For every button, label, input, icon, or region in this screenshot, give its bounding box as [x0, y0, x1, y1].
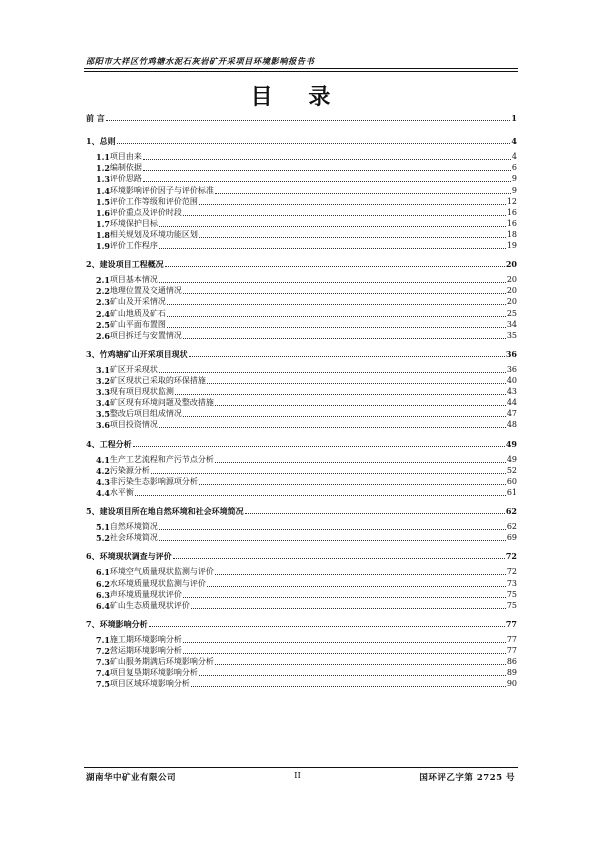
toc-entry-page: 77 [505, 618, 517, 629]
toc-entry-page: 75 [506, 600, 517, 610]
toc-entry-number: 3.5 [96, 409, 110, 420]
toc-dot-leader [159, 248, 506, 249]
toc-entry-label: 4、工程分析 [86, 438, 132, 449]
toc-entry-page: 77 [506, 634, 517, 644]
toc-entry-number: 6.2 [96, 578, 110, 589]
toc-entry-label: 自然环境简况 [109, 522, 158, 532]
toc-entry-label: 环境影响评价因子与评价标准 [109, 185, 214, 195]
toc-entry-number: 2.2 [96, 286, 110, 297]
toc-dot-leader [215, 664, 506, 665]
toc-entry-number: 2.5 [96, 319, 110, 330]
toc-entry-label: 矿区现有环境问题及整改措施 [109, 398, 214, 408]
toc-entry-label: 声环境质量现状评价 [109, 589, 182, 599]
toc-entry-number: 3.4 [96, 398, 110, 409]
toc-entry-label: 3、竹鸡塘矿山开采项目现状 [86, 348, 188, 359]
toc-dot-leader [189, 356, 505, 357]
toc-entry-page: 20 [506, 297, 517, 307]
toc-entry-label: 相关规划及环境功能区划 [109, 229, 198, 239]
toc-entry-page: 1 [511, 113, 517, 123]
toc-entry-page: 4 [511, 152, 517, 162]
toc-entry-number: 1.2 [96, 163, 110, 174]
toc-entry-label: 社会环境简况 [109, 533, 158, 543]
toc-dot-leader [199, 675, 506, 676]
toc-dot-leader [199, 484, 506, 485]
toc-entry-number: 1.8 [96, 229, 110, 240]
toc-entry-label: 矿山平面布置图 [109, 319, 166, 329]
toc-dot-leader [173, 558, 505, 559]
toc-entry-page: 18 [506, 229, 517, 239]
toc-entry-page: 12 [506, 196, 517, 206]
toc-entry-page: 62 [506, 522, 517, 532]
toc-dot-leader [133, 446, 505, 447]
toc-dot-leader [183, 293, 506, 294]
toc-entry-page: 69 [506, 533, 517, 543]
toc-entry-page: 16 [506, 218, 517, 228]
toc-dot-leader [135, 495, 506, 496]
toc-entry-label: 非污染生态影响源项分析 [109, 476, 198, 486]
toc-entry-page: 62 [505, 506, 517, 516]
toc-entry-page: 20 [505, 259, 517, 270]
toc-entry-page: 77 [506, 646, 517, 655]
toc-entry-label: 地理位置及交通情况 [109, 286, 182, 296]
toc-entry-number: 6.3 [96, 589, 110, 600]
toc-entry-page: 49 [506, 454, 517, 464]
toc-entry-label: 评价工作程序 [109, 241, 158, 250]
toc-entry-label: 矿山及开采情况 [109, 297, 166, 307]
toc-entry-number: 1.9 [96, 241, 110, 251]
toc-entry-page: 49 [505, 438, 517, 449]
toc-entry-label: 水平衡 [109, 487, 134, 497]
header-rule-thin [84, 71, 518, 72]
toc-dot-leader [183, 338, 506, 339]
toc-entry-label: 项目复垦期环境影响分析 [109, 668, 198, 678]
toc-entry-label: 评价重点及评价时段 [109, 207, 182, 217]
toc-dot-leader [215, 193, 511, 194]
toc-entry-page: 89 [506, 668, 517, 678]
toc-entry-number: 3.1 [96, 364, 110, 375]
toc-dot-leader [175, 394, 506, 395]
toc-entry-page: 47 [506, 409, 517, 419]
toc-entry-label: 环境空气质量现状监测与评价 [109, 567, 214, 577]
toc-entry-page: 60 [506, 476, 517, 486]
toc-entry-label: 评价思路 [109, 174, 142, 184]
toc-entry-label: 矿山生态质量现状评价 [109, 600, 190, 610]
toc-dot-leader [159, 427, 506, 428]
toc-dot-leader [159, 226, 506, 227]
toc-entry-page: 73 [506, 578, 517, 588]
toc-entry-number: 2.6 [96, 330, 110, 341]
toc-entry-number: 7.3 [96, 657, 110, 668]
toc-entry-number: 2.1 [96, 275, 110, 286]
toc-section-entry[interactable] [96, 531, 517, 543]
toc-chapter-entry[interactable] [86, 549, 517, 561]
toc-entry-page: 36 [506, 364, 517, 374]
toc-entry-number: 7.1 [96, 634, 110, 645]
toc-dot-leader [183, 653, 506, 654]
toc-entry-label: 生产工艺流程和产污节点分析 [109, 454, 214, 464]
toc-entry-label: 矿山服务期满后环境影响分析 [109, 657, 214, 667]
toc-entry-label: 污染源分析 [109, 465, 150, 475]
toc-entry-page: 16 [506, 207, 517, 217]
toc-entry-label: 编制依据 [109, 163, 142, 173]
toc-dot-leader [215, 574, 506, 575]
toc-entry-label: 评价工作等级和评价范围 [109, 196, 198, 206]
footer-certificate: 国环评乙字第 2725 号 [419, 773, 515, 783]
page-header-title: 邵阳市大祥区竹鸡塘水泥石灰岩矿开采项目环境影响报告书 [86, 56, 315, 66]
toc-chapter-entry[interactable] [86, 347, 517, 359]
toc-dot-leader [183, 416, 506, 417]
toc-entry-number: 1.5 [96, 196, 110, 207]
toc-entry-label: 营运期环境影响分析 [109, 646, 182, 655]
page-title: 目 录 [250, 85, 345, 110]
toc-dot-leader [159, 372, 506, 373]
toc-entry-label: 环境保护目标 [109, 218, 158, 228]
toc-dot-leader [165, 266, 505, 267]
toc-section-entry[interactable] [96, 599, 517, 611]
toc-entry-label: 前 言 [86, 113, 105, 123]
toc-entry-page: 20 [506, 286, 517, 296]
toc-chapter-entry[interactable] [86, 111, 517, 123]
toc-entry-number: 1.6 [96, 207, 110, 218]
toc-dot-leader [106, 120, 511, 121]
toc-section-entry[interactable] [96, 677, 517, 689]
toc-entry-page: 6 [511, 163, 517, 173]
toc-dot-leader [167, 327, 506, 328]
toc-dot-leader [183, 597, 506, 598]
toc-entry-label: 2、建设项目工程概况 [86, 259, 164, 270]
toc-entry-number: 5.2 [96, 533, 110, 544]
toc-dot-leader [159, 529, 506, 530]
toc-entry-number: 6.1 [96, 567, 110, 578]
toc-entry-number: 3.3 [96, 387, 110, 398]
toc-entry-number: 4.4 [96, 487, 110, 498]
toc-entry-label: 项目基本情况 [109, 275, 158, 285]
toc-entry-label: 矿山地质及矿石 [109, 308, 166, 318]
toc-entry-page: 43 [506, 387, 517, 397]
toc-dot-leader [183, 215, 506, 216]
toc-dot-leader [159, 282, 506, 283]
toc-section-entry[interactable] [96, 329, 517, 341]
toc-section-entry[interactable] [96, 486, 517, 498]
toc-entry-page: 72 [506, 567, 517, 577]
toc-dot-leader [191, 608, 506, 609]
toc-chapter-entry[interactable] [86, 134, 517, 146]
toc-entry-page: 36 [505, 348, 517, 359]
toc-chapter-entry[interactable] [86, 504, 517, 516]
toc-entry-label: 项目区域环境影响分析 [109, 679, 190, 689]
toc-entry-label: 6、环境现状调查与评价 [86, 551, 172, 562]
toc-entry-number: 4.3 [96, 476, 110, 487]
toc-chapter-entry[interactable] [86, 437, 517, 449]
toc-chapter-entry[interactable] [86, 617, 517, 629]
toc-entry-number: 6.4 [96, 600, 110, 611]
toc-dot-leader [143, 181, 511, 182]
footer-company: 湖南华中矿业有限公司 [86, 773, 177, 783]
toc-entry-label: 矿区现状已采取的环保措施 [109, 376, 206, 385]
toc-entry-label: 现有项目现状监测 [109, 387, 174, 397]
toc-dot-leader [207, 586, 506, 587]
toc-dot-leader [191, 686, 506, 687]
toc-dot-leader [159, 540, 506, 541]
toc-entry-label: 矿区开采现状 [109, 364, 158, 374]
toc-entry-number: 7.2 [96, 646, 110, 656]
toc-dot-leader [183, 642, 506, 643]
toc-entry-page: 25 [506, 308, 517, 318]
toc-entry-page: 34 [506, 319, 517, 329]
toc-dot-leader [149, 626, 505, 627]
toc-chapter-entry[interactable] [86, 257, 517, 269]
toc-dot-leader [167, 304, 506, 305]
toc-entry-label: 项目投资情况 [109, 420, 158, 430]
toc-entry-page: 9 [511, 185, 517, 195]
toc-dot-leader [117, 143, 511, 144]
toc-entry-label: 施工期环境影响分析 [109, 634, 182, 644]
toc-entry-page: 72 [505, 551, 517, 562]
toc-entry-page: 75 [506, 589, 517, 599]
toc-entry-page: 86 [506, 657, 517, 667]
toc-entry-number: 1.1 [96, 152, 110, 163]
toc-entry-number: 4.1 [96, 454, 110, 465]
toc-entry-label: 项目拆迁与安置情况 [109, 330, 182, 340]
toc-dot-leader [167, 316, 506, 317]
toc-dot-leader [245, 513, 505, 514]
toc-entry-number: 1.4 [96, 185, 110, 196]
toc-entry-label: 7、环境影响分析 [86, 618, 148, 629]
toc-entry-number: 7.5 [96, 679, 110, 690]
toc-entry-number: 2.4 [96, 308, 110, 319]
toc-section-entry[interactable] [96, 239, 517, 251]
toc-entry-page: 4 [511, 136, 517, 147]
toc-dot-leader [215, 405, 506, 406]
toc-section-entry[interactable] [96, 418, 517, 430]
toc-entry-page: 35 [506, 330, 517, 340]
toc-entry-label: 项目由来 [109, 152, 142, 162]
toc-entry-number: 1.3 [96, 174, 110, 185]
toc-dot-leader [143, 159, 511, 160]
toc-entry-number: 1.7 [96, 218, 110, 229]
toc-entry-page: 20 [506, 275, 517, 285]
toc-dot-leader [199, 204, 506, 205]
toc-entry-number: 7.4 [96, 668, 110, 679]
toc-entry-page: 90 [506, 679, 517, 689]
toc-entry-page: 48 [506, 420, 517, 430]
toc-entry-number: 5.1 [96, 522, 110, 533]
toc-entry-number: 4.2 [96, 465, 110, 476]
toc-entry-label: 5、建设项目所在地自然环境和社会环境简况 [86, 506, 244, 516]
toc-entry-page: 9 [511, 174, 517, 184]
toc-dot-leader [207, 383, 506, 384]
toc-entry-number: 3.2 [96, 376, 110, 386]
toc-entry-page: 19 [506, 241, 517, 250]
toc-entry-label: 整改后项目组成情况 [109, 409, 182, 419]
footer-rule [84, 767, 518, 768]
toc-entry-page: 61 [506, 487, 517, 497]
toc-entry-label: 1、总则 [86, 136, 116, 147]
toc-dot-leader [151, 473, 506, 474]
toc-dot-leader [143, 170, 511, 171]
toc-dot-leader [215, 462, 506, 463]
toc-dot-leader [199, 237, 506, 238]
toc-entry-number: 3.6 [96, 420, 110, 431]
toc-entry-page: 44 [506, 398, 517, 408]
toc-entry-page: 52 [506, 465, 517, 475]
footer-page-number: II [294, 771, 301, 781]
toc-entry-page: 40 [506, 376, 517, 385]
toc-entry-label: 水环境质量现状监测与评价 [109, 578, 206, 588]
header-rule-thick [84, 68, 518, 69]
toc-entry-number: 2.3 [96, 297, 110, 308]
